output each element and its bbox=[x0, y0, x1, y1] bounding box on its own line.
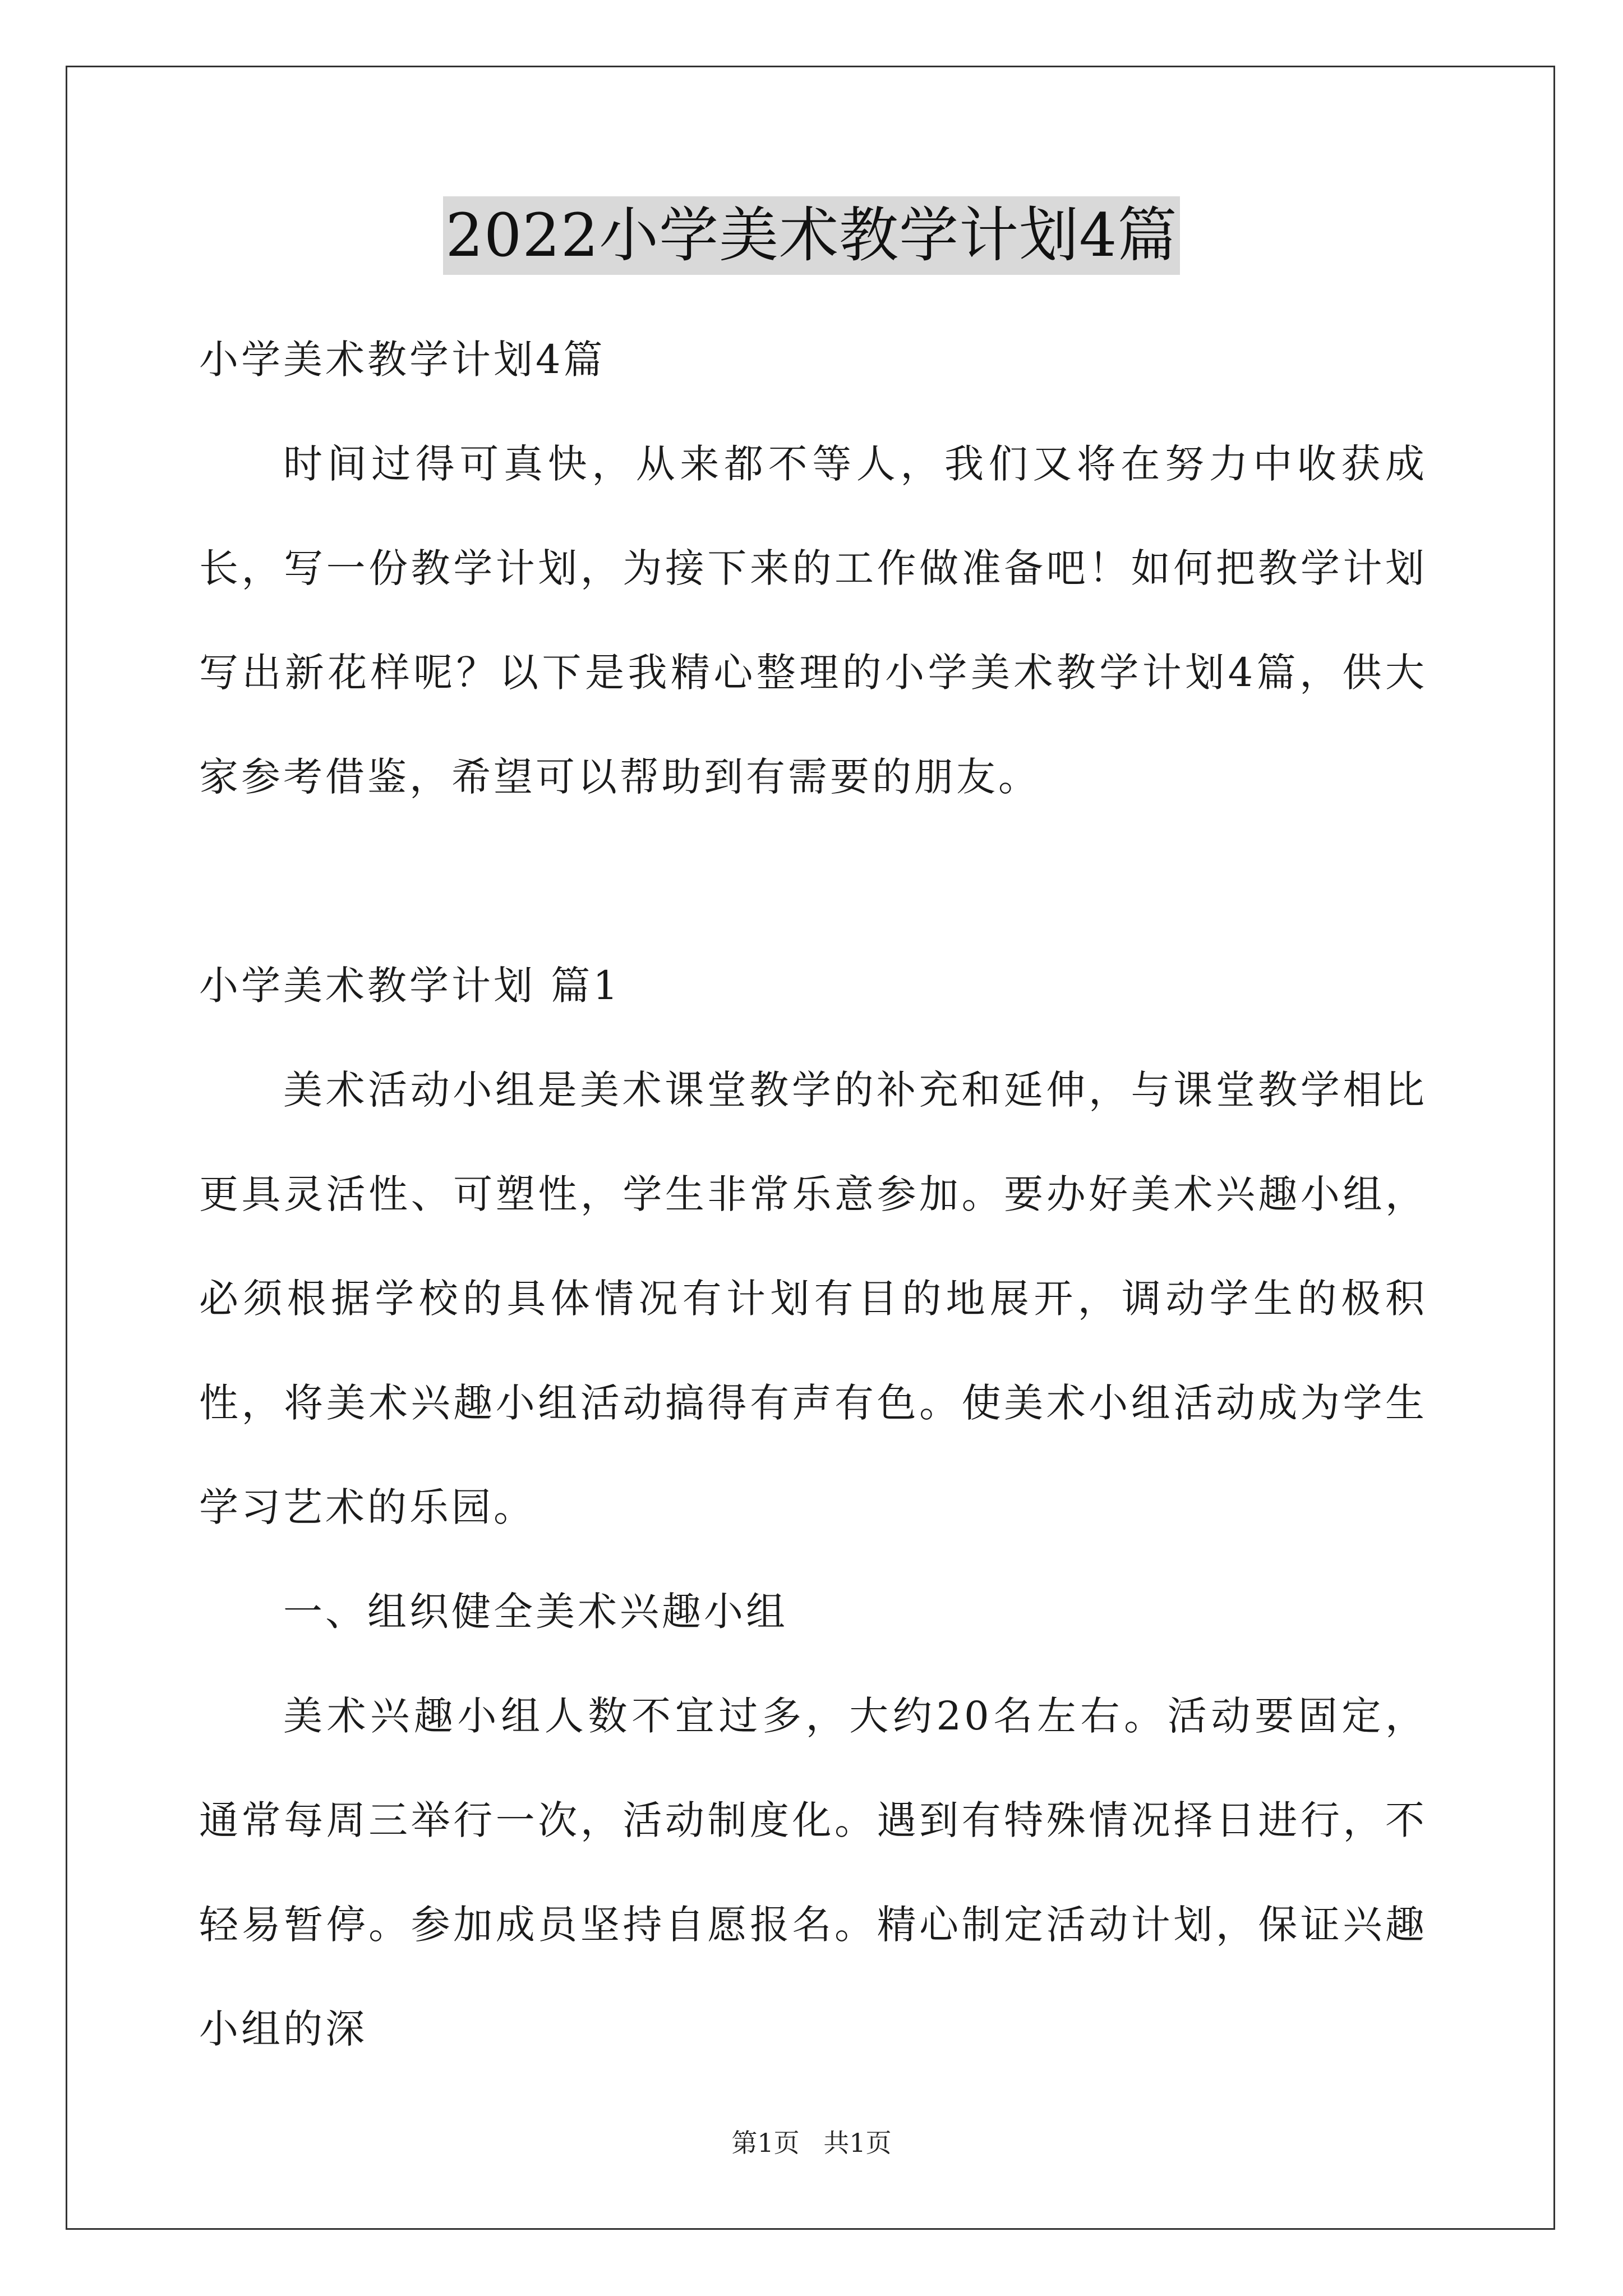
body-paragraph: 美术活动小组是美术课堂教学的补充和延伸，与课堂教学相比更具灵活性、可塑性，学生非常乐意参加。要办好美术兴趣小组，必须根据学校的具体情况有计划有目的地展开，调动学生的极积性，将美术兴趣小组活动搞得有声有色。使美术小组活动成为学生学习艺术的乐园。 bbox=[199, 1067, 1427, 1530]
intro-paragraph: 时间过得可真快，从来都不等人，我们又将在努力中收获成长，写一份教学计划，为接下来的工作做准备吧！如何把教学计划写出新花样呢？以下是我精心整理的小学美术教学计划4篇，供大家参考借鉴，希望可以帮助到有需要的朋友。 bbox=[199, 441, 1427, 800]
page-footer bbox=[0, 2126, 1623, 2160]
subsection-heading: 一、组织健全美术兴趣小组 bbox=[283, 1589, 788, 1635]
page-total: 共1页 bbox=[823, 2128, 892, 2158]
subtitle-paragraph: 小学美术教学计划4篇 bbox=[199, 337, 606, 383]
title-wrap bbox=[0, 196, 1623, 275]
document-title: 2022小学美术教学计划4篇 bbox=[443, 196, 1179, 275]
section-heading: 小学美术教学计划 篇1 bbox=[199, 963, 621, 1009]
document-body bbox=[199, 307, 1427, 2081]
page-number: 第1页 bbox=[731, 2128, 800, 2158]
body-paragraph: 美术兴趣小组人数不宜过多，大约20名左右。活动要固定，通常每周三举行一次，活动制度化。遇到有特殊情况择日进行，不轻易暂停。参加成员坚持自愿报名。精心制定活动计划，保证兴趣小组的深 bbox=[199, 1693, 1427, 2052]
